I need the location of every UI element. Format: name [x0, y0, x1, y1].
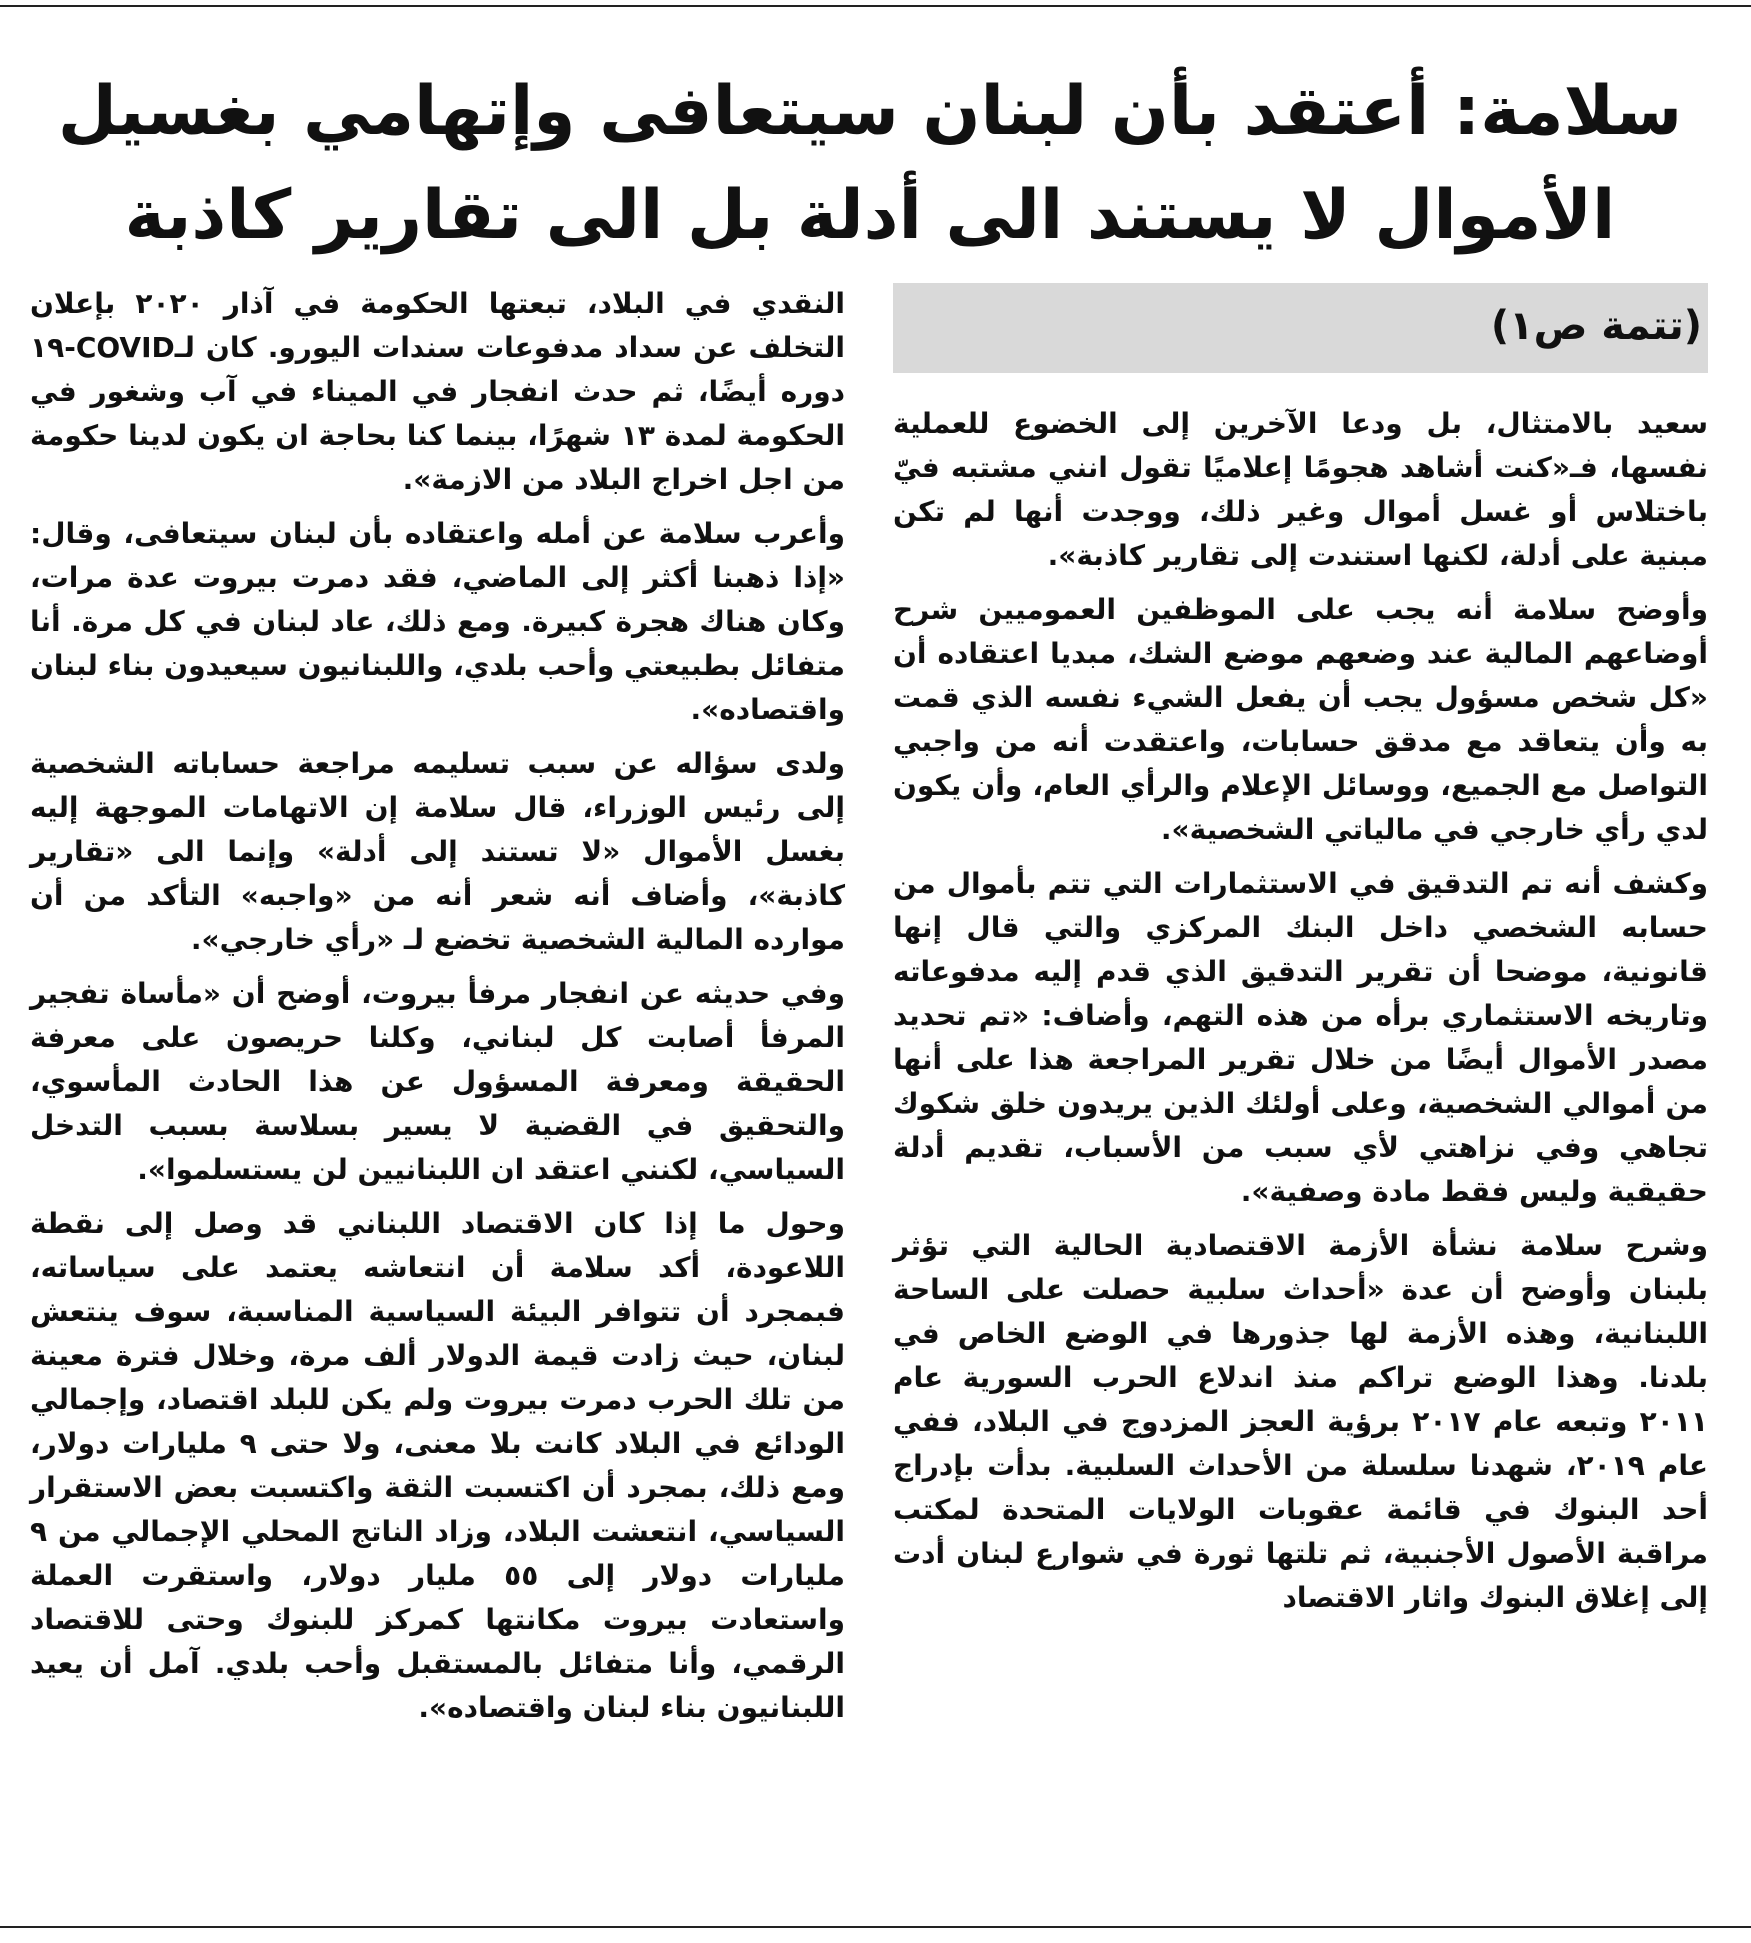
right-column	[893, 402, 1708, 1630]
continuation-label: (تتمة ص١)	[1490, 303, 1702, 349]
headline-line-2: الأموال لا يستند الى أدلة بل الى تقارير كاذبة	[124, 176, 1616, 255]
paragraph: سعيد بالامتثال، بل ودعا الآخرين إلى الخضوع للعملية نفسها، فـ«كنت أشاهد هجومًا إعلاميًا تقول انني مشتبه فيّ باختلاس أو غسل أموال وغير ذلك، ووجدت أنها لم تكن مبنية على أدلة، لكنها استندت إلى تقارير كاذبة».	[893, 407, 1708, 572]
headline-line-1: سلامة: أعتقد بأن لبنان سيتعافى وإتهامي بغسيل	[57, 72, 1683, 151]
paragraph: وأعرب سلامة عن أمله واعتقاده بأن لبنان سيتعافى، وقال: «إذا ذهبنا أكثر إلى الماضي، فقد دمرت بيروت عدة مرات، وكان هناك هجرة كبيرة. ومع ذلك، عاد لبنان في كل مرة. أنا متفائل بطبيعتي وأحب بلدي، واللبنانيون سيعيدون بناء لبنان واقتصاده».	[30, 517, 845, 726]
article-headline	[40, 60, 1700, 268]
paragraph: وأوضح سلامة أنه يجب على الموظفين العموميين شرح أوضاعهم المالية عند وضعهم موضع الشك، مبديا اعتقاده أن «كل شخص مسؤول يجب أن يفعل الشيء نفسه الذي قمت به وأن يتعاقد مع مدقق حسابات، واعتقدت أنه من واجبي التواصل مع الجميع، ووسائل الإعلام والرأي العام، وأن يكون لدي رأي خارجي في مالياتي الشخصية».	[893, 593, 1708, 846]
paragraph: وكشف أنه تم التدقيق في الاستثمارات التي تتم بأموال من حسابه الشخصي داخل البنك المركزي والتي قال إنها قانونية، موضحا أن تقرير التدقيق الذي قدم إليه مدفوعاته وتاريخه الاستثماري برأه من هذه التهم، وأضاف: «تم تحديد مصدر الأموال أيضًا من خلال تقرير المراجعة هذا على أنها من أموالي الشخصية، وعلى أولئك الذين يريدون خلق شكوك تجاهي وفي نزاهتي لأي سبب من الأسباب، تقديم أدلة حقيقية وليس فقط مادة وصفية».	[893, 867, 1708, 1208]
left-column	[30, 282, 845, 1740]
continuation-box	[893, 283, 1708, 373]
paragraph: وشرح سلامة نشأة الأزمة الاقتصادية الحالية التي تؤثر بلبنان وأوضح أن عدة «أحداث سلبية حصلت على الساحة اللبنانية، وهذه الأزمة لها جذورها في الوضع الخاص في بلدنا. وهذا الوضع تراكم منذ اندلاع الحرب السورية عام ٢٠١١ وتبعه عام ٢٠١٧ برؤية العجز المزدوج في البلاد، ففي عام ٢٠١٩، شهدنا سلسلة من الأحداث السلبية. بدأت بإدراج أحد البنوك في قائمة عقوبات الولايات المتحدة لمكتب مراقبة الأصول الأجنبية، ثم تلتها ثورة في شوارع لبنان أدت إلى إغلاق البنوك واثار الاقتصاد	[893, 1229, 1708, 1614]
bottom-rule	[0, 1926, 1751, 1928]
top-rule	[0, 5, 1751, 7]
paragraph: وفي حديثه عن انفجار مرفأ بيروت، أوضح أن «مأساة تفجير المرفأ أصابت كل لبناني، وكلنا حريصون على معرفة الحقيقة ومعرفة المسؤول عن هذا الحادث المأسوي، والتحقيق في القضية لا يسير بسلاسة بسبب التدخل السياسي، لكنني اعتقد ان اللبنانيين لن يستسلموا».	[30, 977, 845, 1186]
paragraph: النقدي في البلاد، تبعتها الحكومة في آذار ٢٠٢٠ بإعلان التخلف عن سداد مدفوعات سندات اليورو. كان لـCOVID-١٩ دوره أيضًا، ثم حدث انفجار في الميناء في آب وشغور في الحكومة لمدة ١٣ شهرًا، بينما كنا بحاجة ان يكون لدينا حكومة من اجل اخراج البلاد من الازمة».	[30, 287, 845, 496]
paragraph: ولدى سؤاله عن سبب تسليمه مراجعة حساباته الشخصية إلى رئيس الوزراء، قال سلامة إن الاتهامات الموجهة إليه بغسل الأموال «لا تستند إلى أدلة» وإنما الى «تقارير كاذبة»، وأضاف أنه شعر أنه من «واجبه» التأكد من أن موارده المالية الشخصية تخضع لـ «رأي خارجي».	[30, 747, 845, 956]
paragraph: وحول ما إذا كان الاقتصاد اللبناني قد وصل إلى نقطة اللاعودة، أكد سلامة أن انتعاشه يعتمد على سياساته، فبمجرد أن تتوافر البيئة السياسية المناسبة، سوف ينتعش لبنان، حيث زادت قيمة الدولار ألف مرة، وخلال فترة معينة من تلك الحرب دمرت بيروت ولم يكن للبلد اقتصاد، وإجمالي الودائع في البلاد كانت بلا معنى، ولا حتى ٩ مليارات دولار، ومع ذلك، بمجرد أن اكتسبت الثقة واكتسبت بعض الاستقرار السياسي، انتعشت البلاد، وزاد الناتج المحلي الإجمالي من ٩ مليارات دولار إلى ٥٥ مليار دولار، واستقرت العملة واستعادت بيروت مكانتها كمركز للبنوك وحتى للاقتصاد الرقمي، وأنا متفائل بالمستقبل وأحب بلدي. آمل أن يعيد اللبنانيون بناء لبنان واقتصاده».	[30, 1207, 845, 1724]
